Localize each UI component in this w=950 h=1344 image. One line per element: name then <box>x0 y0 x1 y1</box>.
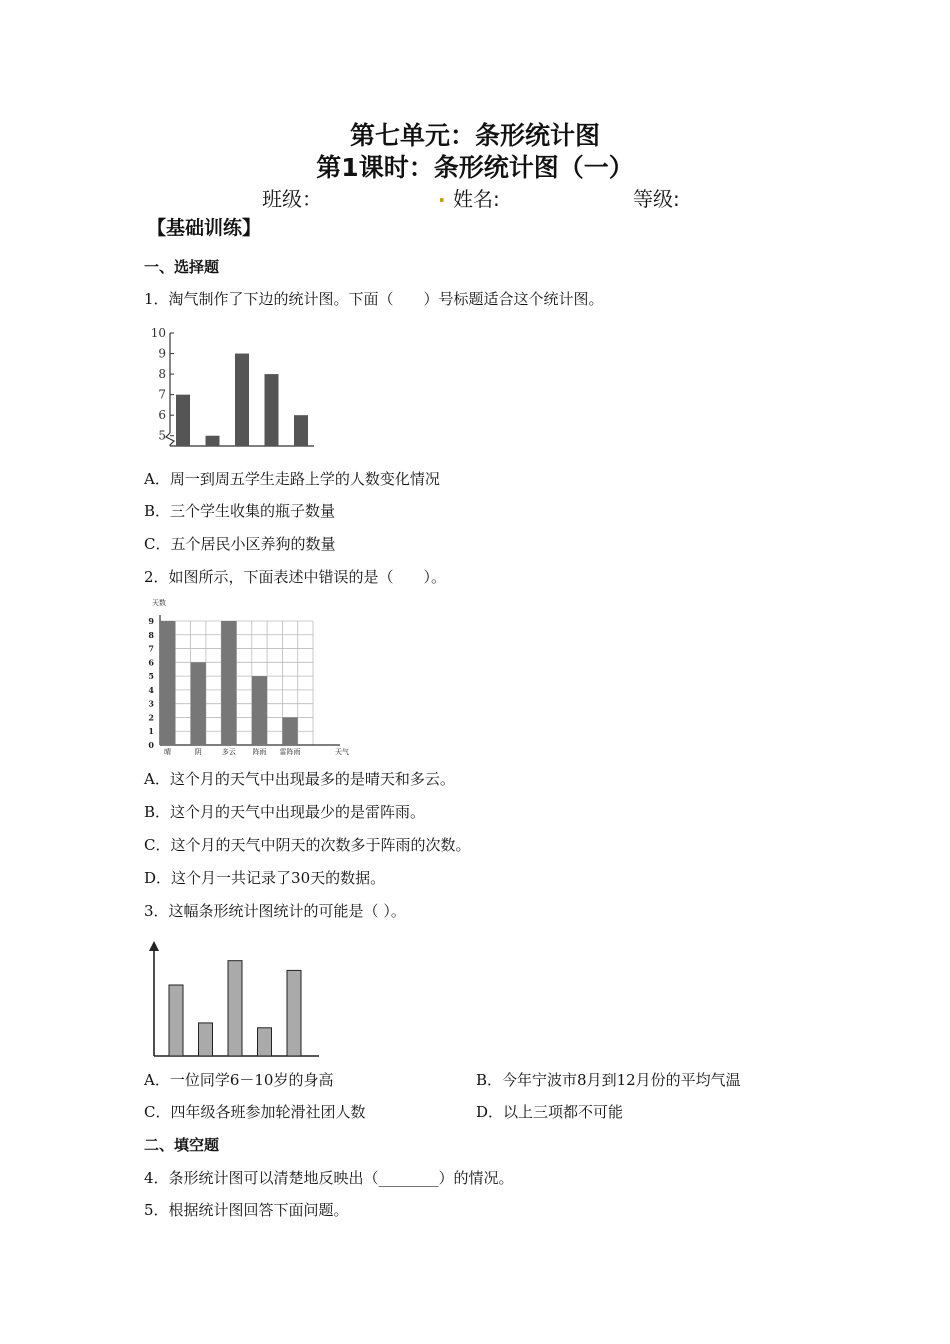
y-axis-arrow <box>149 941 159 951</box>
y-tick-label: 5 <box>148 671 154 682</box>
chart-q3 <box>140 935 330 1065</box>
lesson-title: 第1课时：条形统计图（一） <box>316 153 634 182</box>
q3-option-a: A．一位同学6－10岁的身高 <box>144 1071 334 1089</box>
q2-option-b: B．这个月的天气中出现最少的是雷阵雨。 <box>144 803 426 821</box>
q3-option-c: C．四年级各班参加轮滑社团人数 <box>144 1103 366 1121</box>
grade-label: 等级: <box>633 187 680 211</box>
y-tick-label: 7 <box>158 387 166 402</box>
y-tick-label: 2 <box>148 712 154 723</box>
y-tick-label: 7 <box>148 643 154 654</box>
y-tick-label: 6 <box>158 408 166 423</box>
q4-stem: 4．条形统计图可以清楚地反映出（________）的情况。 <box>144 1169 514 1187</box>
q2-option-c: C．这个月的天气中阴天的次数多于阵雨的次数。 <box>144 836 471 854</box>
y-tick-label: 8 <box>158 367 166 382</box>
y-tick-label: 1 <box>148 726 154 737</box>
q3-option-d: D．以上三项都不可能 <box>476 1103 624 1121</box>
x-axis-title: 天气 <box>335 748 349 756</box>
x-tick-label: 多云 <box>221 748 236 756</box>
bar <box>235 354 249 446</box>
y-tick-label: 8 <box>148 629 154 640</box>
y-tick-label: 5 <box>158 428 166 443</box>
bar <box>252 676 267 745</box>
bar <box>287 970 301 1056</box>
chart-q1 <box>140 325 330 455</box>
q2-option-a: A．这个月的天气中出现最多的是晴天和多云。 <box>144 770 455 788</box>
q2-option-d: D．这个月一共记录了30天的数据。 <box>144 869 386 887</box>
x-tick-label: 阴 <box>194 748 202 756</box>
class-label: 班级： <box>262 187 322 211</box>
section-basic-training: 【基础训练】 <box>147 217 262 239</box>
bar <box>199 1023 213 1056</box>
unit-title: 第七单元：条形统计图 <box>349 121 600 150</box>
bar <box>228 961 242 1056</box>
bar <box>265 374 279 446</box>
y-tick-label: 9 <box>148 616 154 626</box>
q3-stem: 3．这幅条形统计图统计的可能是（ ）。 <box>144 902 406 920</box>
bar <box>191 662 206 745</box>
chart-q2 <box>140 596 360 761</box>
q1-option-a: A．周一到周五学生走路上学的人数变化情况 <box>144 470 440 488</box>
bar <box>160 621 175 745</box>
q1-option-b: B．三个学生收集的瓶子数量 <box>144 502 336 520</box>
bar <box>258 1028 272 1056</box>
y-tick-label: 0 <box>148 740 154 750</box>
separator-dot: . <box>438 183 446 207</box>
bar <box>282 717 297 745</box>
bar <box>169 985 183 1056</box>
axis-break <box>166 433 174 446</box>
y-tick-label: 6 <box>148 657 154 668</box>
y-tick-label: 9 <box>158 346 166 361</box>
y-tick-label: 10 <box>150 326 166 340</box>
bar <box>221 621 236 745</box>
y-tick-label: 4 <box>148 684 154 695</box>
bar <box>294 415 308 446</box>
x-tick-label: 雷阵雨 <box>279 748 301 756</box>
bar <box>206 436 220 446</box>
y-axis-title: 天数 <box>152 599 166 607</box>
q3-option-b: B．今年宁波市8月到12月份的平均气温 <box>476 1071 741 1089</box>
q1-option-c: C．五个居民小区养狗的数量 <box>144 535 336 553</box>
x-tick-label: 晴 <box>164 748 172 756</box>
q1-stem: 1．淘气制作了下边的统计图。下面（ ）号标题适合这个统计图。 <box>144 290 604 308</box>
y-tick-label: 3 <box>148 698 154 709</box>
bar <box>176 395 190 446</box>
part1-heading: 一、选择题 <box>144 258 220 276</box>
q5-stem: 5．根据统计图回答下面问题。 <box>144 1201 349 1219</box>
name-label: 姓名: <box>453 187 500 211</box>
part2-heading: 二、填空题 <box>144 1136 220 1154</box>
x-tick-label: 阵雨 <box>252 748 267 756</box>
q2-stem: 2．如图所示，下面表述中错误的是（ ）。 <box>144 568 447 586</box>
